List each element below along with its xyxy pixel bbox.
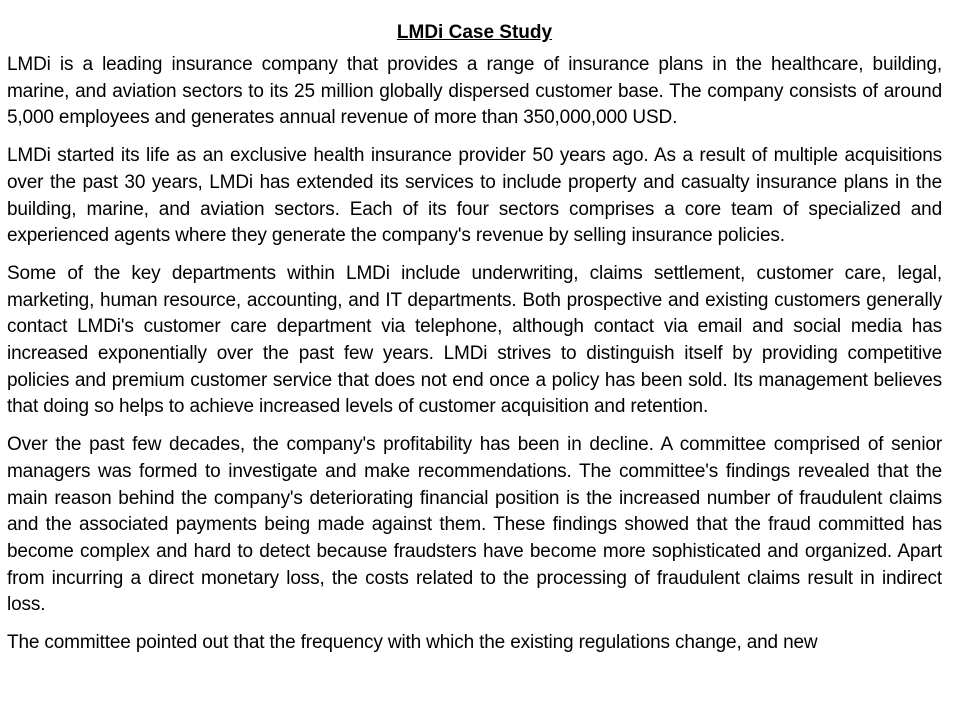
paragraph-regulations: The committee pointed out that the frequency with which the existing regulations change, and new (7, 632, 818, 654)
document-title: LMDi Case Study (396, 22, 553, 43)
paragraph-company-overview: LMDi is a leading insurance company that provides a range of insurance plans in the healthcare, building, marine, and aviation sectors to its 25 million globally dispersed customer base. The company consists of around 5,000 employees and generates annual revenue of more than 350,000,000 USD. (7, 54, 942, 129)
paragraph-profitability-decline: Over the past few decades, the company's profitability has been in decline. A committee comprised of senior managers was formed to investigate and make recommendations. The committee's findings revealed that the main reason behind the company's deteriorating financial position is the increased number of fraudulent claims and the associated payments being made against them. These findings showed that the fraud committed has become complex and hard to detect because fraudsters have become more sophisticated and organized. Apart from incurring a direct monetary loss, the costs related to the processing of fraudulent claims result in indirect loss. (7, 434, 942, 616)
document-page (7, 20, 942, 668)
paragraph-company-history: LMDi started its life as an exclusive health insurance provider 50 years ago. As a result of multiple acquisitions over the past 30 years, LMDi has extended its services to include property and casualty insurance plans in the building, marine, and aviation sectors. Each of its four sectors comprises a core team of specialized and experienced agents where they generate the company's revenue by selling insurance policies. (7, 145, 942, 247)
paragraph-departments: Some of the key departments within LMDi include underwriting, claims settlement, customer care, legal, marketing, human resource, accounting, and IT departments. Both prospective and existing customers generally contact LMDi's customer care department via telephone, although contact via email and social media has increased exponentially over the past few years. LMDi strives to distinguish itself by providing competitive policies and premium customer service that does not end once a policy has been sold. Its management believes that doing so helps to achieve increased levels of customer acquisition and retention. (7, 262, 942, 418)
